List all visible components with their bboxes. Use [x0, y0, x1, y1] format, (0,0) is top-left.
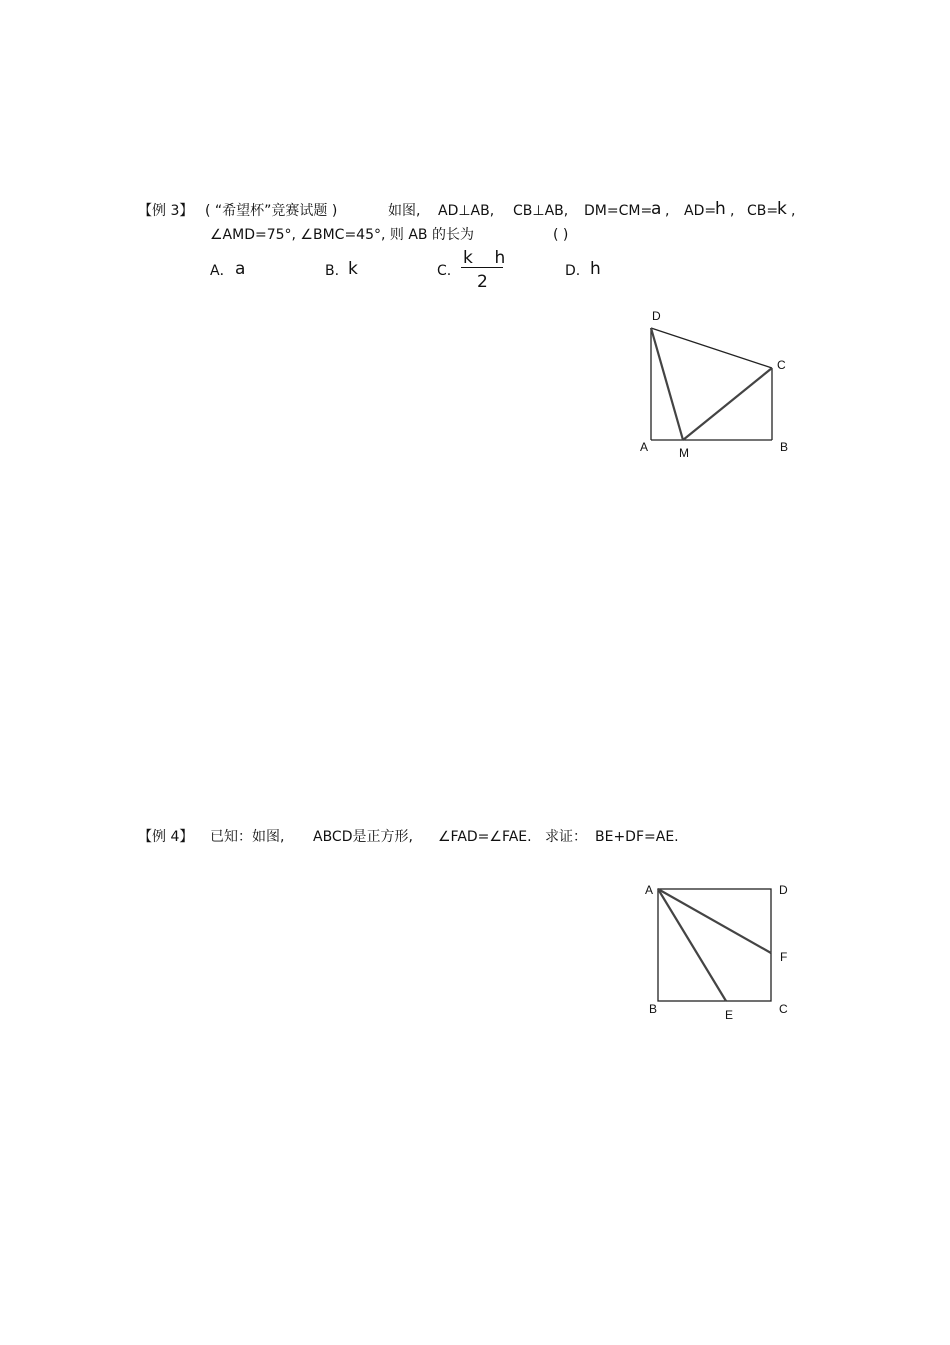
point-label-f: F: [780, 950, 788, 964]
option-a-value: a: [235, 259, 246, 279]
answer-paren: ( ): [553, 227, 569, 243]
square-abcd: [658, 889, 771, 1001]
option-b-value: k: [348, 259, 358, 279]
example-4-label: 【例 4】: [138, 829, 194, 845]
example-3-source: ( “希望杯”竞赛试题 ): [205, 203, 338, 219]
segment-ae: [658, 889, 726, 1001]
option-d-label: D.: [565, 263, 581, 279]
variable-k: k: [777, 199, 787, 219]
point-label-b: B: [780, 440, 789, 454]
example-4-angle: ∠FAD=∠FAE.: [438, 829, 532, 845]
option-d-value: h: [590, 259, 601, 279]
example-4-prove: 求证：: [545, 829, 587, 845]
example-4-statement: BE+DF=AE.: [595, 829, 679, 845]
condition-cb-eq: CB=: [747, 203, 779, 219]
variable-a: a: [651, 199, 662, 219]
point-label-c: C: [777, 358, 786, 372]
point-label-a: A: [640, 440, 649, 454]
segment-af: [658, 889, 771, 953]
option-b-label: B.: [325, 263, 340, 279]
fraction-numerator: k h: [463, 248, 506, 268]
point-label-b: B: [649, 1002, 658, 1016]
fraction-denominator: 2: [477, 272, 488, 292]
example-4-square: ABCD是正方形,: [313, 829, 413, 845]
option-a-label: A．: [210, 263, 234, 279]
condition-dm-cm: DM=CM=: [584, 203, 653, 219]
point-label-c: C: [779, 1002, 788, 1016]
variable-h: h: [715, 199, 726, 219]
example-3-label: 【例 3】: [138, 203, 194, 219]
point-label-a: A: [645, 883, 654, 897]
example-4-given: 已知：如图,: [210, 829, 285, 845]
point-label-e: E: [725, 1008, 734, 1022]
point-label-d: D: [652, 309, 661, 323]
option-c-label: C.: [437, 263, 452, 279]
point-label-d: D: [779, 883, 788, 897]
condition-ad-eq: AD=: [684, 203, 717, 219]
example-3-intro: 如图,: [388, 203, 421, 219]
example-3-angles: ∠AMD=75°, ∠BMC=45°, 则 AB 的长为: [210, 227, 474, 243]
point-label-m: M: [679, 446, 689, 460]
condition-cb-perp-ab: CB⊥AB,: [513, 203, 569, 219]
trailing-comma: ,: [791, 203, 796, 219]
condition-ad-perp-ab: AD⊥AB,: [438, 203, 495, 219]
